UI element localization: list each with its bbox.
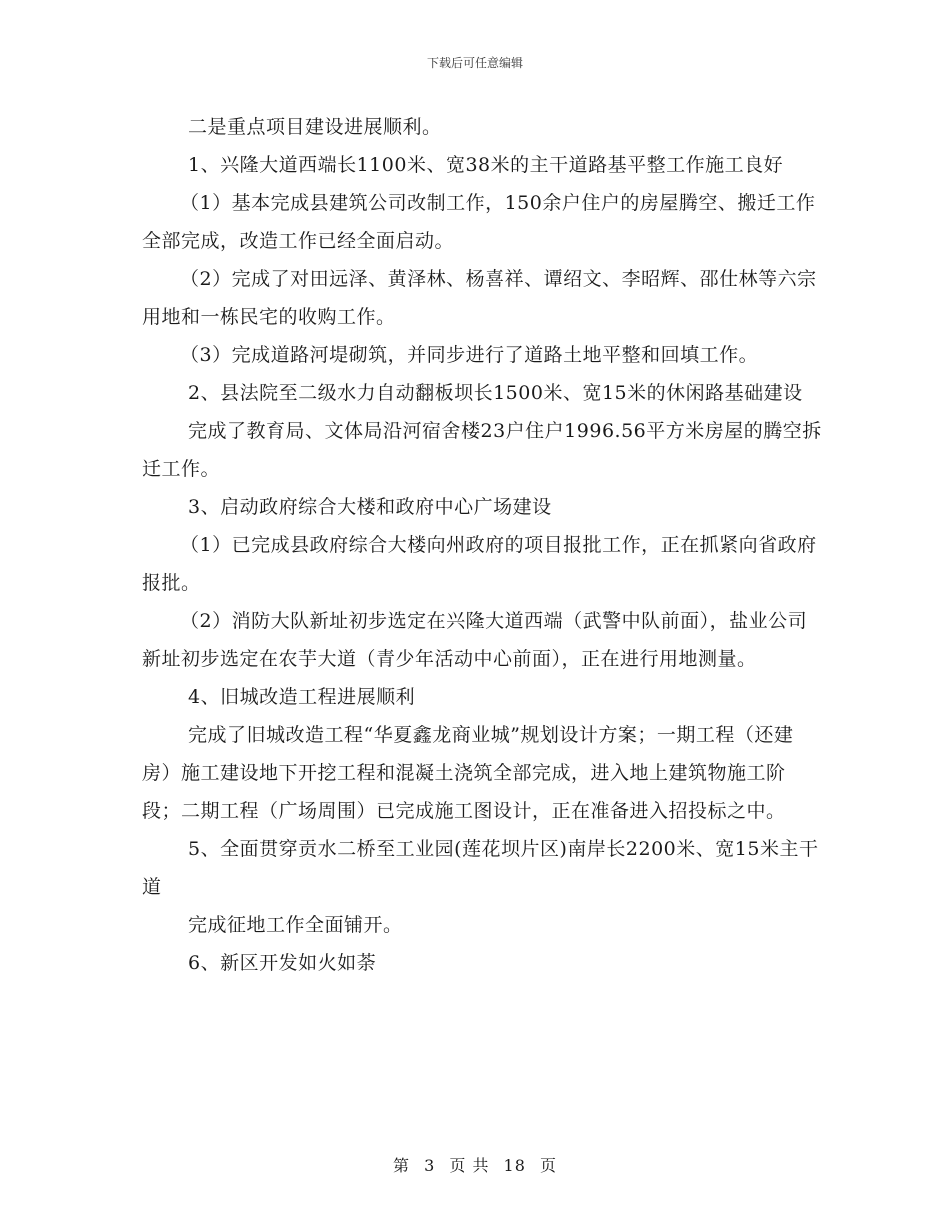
paragraph: 1、兴隆大道西端长1100米、宽38米的主干道路基平整工作施工良好 — [188, 154, 784, 176]
total-page-count: 18 — [503, 1156, 526, 1175]
paragraph: 3、启动政府综合大楼和政府中心广场建设 — [188, 496, 552, 518]
footer-suffix: 页 — [540, 1156, 558, 1175]
paragraph: 完成了旧城改造工程“华夏鑫龙商业城”规划设计方案；一期工程（还建房）施工建设地下开挖工程和混凝土浇筑全部完成，进入地上建筑物施工阶段；二期工程（广场周围）已完成施工图设计，正在准备进入招投标之中。 — [142, 724, 794, 822]
paragraph: 完成征地工作全面铺开。 — [188, 914, 403, 936]
footer-middle: 页 共 — [449, 1156, 490, 1175]
paragraph: （3）完成道路河堤砌筑，并同步进行了道路土地平整和回填工作。 — [180, 344, 759, 366]
paragraph: 2、县法院至二级水力自动翻板坝长1500米、宽15米的休闲路基础建设 — [188, 382, 803, 404]
paragraph: （2）完成了对田远泽、黄泽林、杨喜祥、谭绍文、李昭辉、邵仕林等六宗用地和一栋民宅的收购工作。 — [142, 268, 817, 328]
paragraph: （1）基本完成县建筑公司改制工作，150余户住户的房屋腾空、搬迁工作全部完成，改造工作已经全面启动。 — [142, 192, 816, 252]
page-header: 下载后可任意编辑 — [426, 56, 523, 70]
paragraph: 6、新区开发如火如荼 — [188, 952, 377, 974]
paragraph: 5、全面贯穿贡水二桥至工业园(莲花坝片区)南岸长2200米、宽15米主干道 — [142, 838, 819, 898]
document-body — [142, 108, 822, 982]
paragraph: 4、旧城改造工程进展顺利 — [188, 686, 416, 708]
footer-prefix: 第 — [392, 1156, 410, 1175]
current-page-number: 3 — [424, 1156, 436, 1175]
paragraph: （1）已完成县政府综合大楼向州政府的项目报批工作，正在抓紧向省政府报批。 — [142, 534, 817, 594]
paragraph: 二是重点项目建设进展顺利。 — [188, 116, 442, 138]
paragraph: （2）消防大队新址初步选定在兴隆大道西端（武警中队前面），盐业公司新址初步选定在农芋大道（青少年活动中心前面），正在进行用地测量。 — [142, 610, 808, 670]
paragraph: 完成了教育局、文体局沿河宿舍楼23户住户1996.56平方米房屋的腾空拆迁工作。 — [142, 420, 822, 480]
page-footer — [0, 1153, 950, 1176]
